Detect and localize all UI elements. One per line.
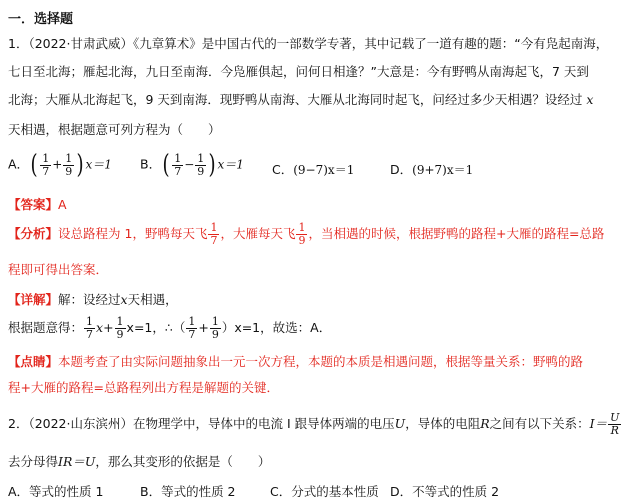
q1-option-b[interactable]: B．( $\frac{1}{7}$ − $\frac{1}{9}$ ) x＝1 [140, 150, 244, 180]
q2-option-d[interactable]: D．不等式的性质 2 [390, 484, 500, 499]
q1-var-x: x [586, 92, 594, 107]
q1-answer [8, 195, 67, 213]
q1-line-2: 七日至北海；雁起北海，九日至南海．今凫雁俱起，问何日相逢？”大意是：今有野鸭从南海起飞，7 天到 [8, 64, 589, 79]
q2-option-a[interactable]: A．等式的性质 1 [8, 484, 104, 499]
comment-tag: 【点睛】 [8, 354, 59, 369]
q1-number: 1． [8, 36, 29, 51]
q1-analysis-line-1: 【分析】设总路程为 1，野鸭每天飞 $\frac{1}{7}$ ，大雁每天飞 $\frac{1}{9}$ ，当相遇的时候，根据野鸭的路程+大雁的路程=总路 [8, 221, 605, 247]
q1-detail-line-1: 【详解】解：设经过x天相遇， [8, 292, 178, 307]
q1-option-c[interactable]: C．(9−7)x＝1 [272, 162, 355, 177]
q1-option-a[interactable]: A．( $\frac{1}{7}$ + $\frac{1}{9}$ ) x＝1 [8, 150, 112, 180]
q2-option-b[interactable]: B．等式的性质 2 [140, 484, 236, 499]
analysis-tag: 【分析】 [8, 226, 59, 241]
q1-detail-line-2: 根据题意得： $\frac{1}{7}$ x+ $\frac{1}{9}$ x=1，∴（ $\frac{1}{7}$ + $\frac{1}{9}$ ）x=1，故选：A． [8, 315, 332, 341]
detail-tag: 【详解】 [8, 292, 59, 307]
q1-line-1 [8, 32, 608, 55]
q1-line-3: 北海；大雁从北海起飞，9 天到南海．现野鸭从南海、大雁从北海同时起飞，问经过多少天相遇？设经过 x [8, 92, 594, 107]
q1-line-4: 天相遇，根据题意可列方程为（ ） [8, 122, 221, 137]
q2-number: 2． [8, 416, 29, 431]
q1-text-1: 《九章算术》是中国古代的一部数学专著，其中记载了一道有趣的题：“今有凫起南海， [133, 36, 609, 51]
q1-analysis-line-2: 程即可得出答案． [8, 262, 109, 277]
q2-source: （2022·山东滨州） [28, 416, 133, 431]
q2-line-1: 2．（2022·山东滨州）在物理学中，导体中的电流 I 跟导体两端的电压U，导体的电阻R之间有以下关系：I＝ $\frac{U}{R}$ [8, 411, 620, 437]
q1-source: （2022·甘肃武威） [28, 36, 133, 51]
section-title: 一．选择题 [8, 12, 74, 27]
q1-comment-line-2: 程+大雁的路程=总路程列出方程是解题的关键． [8, 380, 279, 395]
q2-line-2: 去分母得IR＝U，那么其变形的依据是（ ） [8, 454, 271, 469]
q2-option-c[interactable]: C．分式的基本性质 [270, 484, 379, 499]
q1-comment-line-1: 【点睛】本题考查了由实际问题抽象出一元一次方程，本题的本质是相遇问题，根据等量关系：野鸭的路 [8, 354, 584, 369]
answer-tag: 【答案】 [8, 197, 59, 212]
q1-option-d[interactable]: D．(9+7)x＝1 [390, 162, 474, 177]
answer-value: A [58, 197, 67, 212]
